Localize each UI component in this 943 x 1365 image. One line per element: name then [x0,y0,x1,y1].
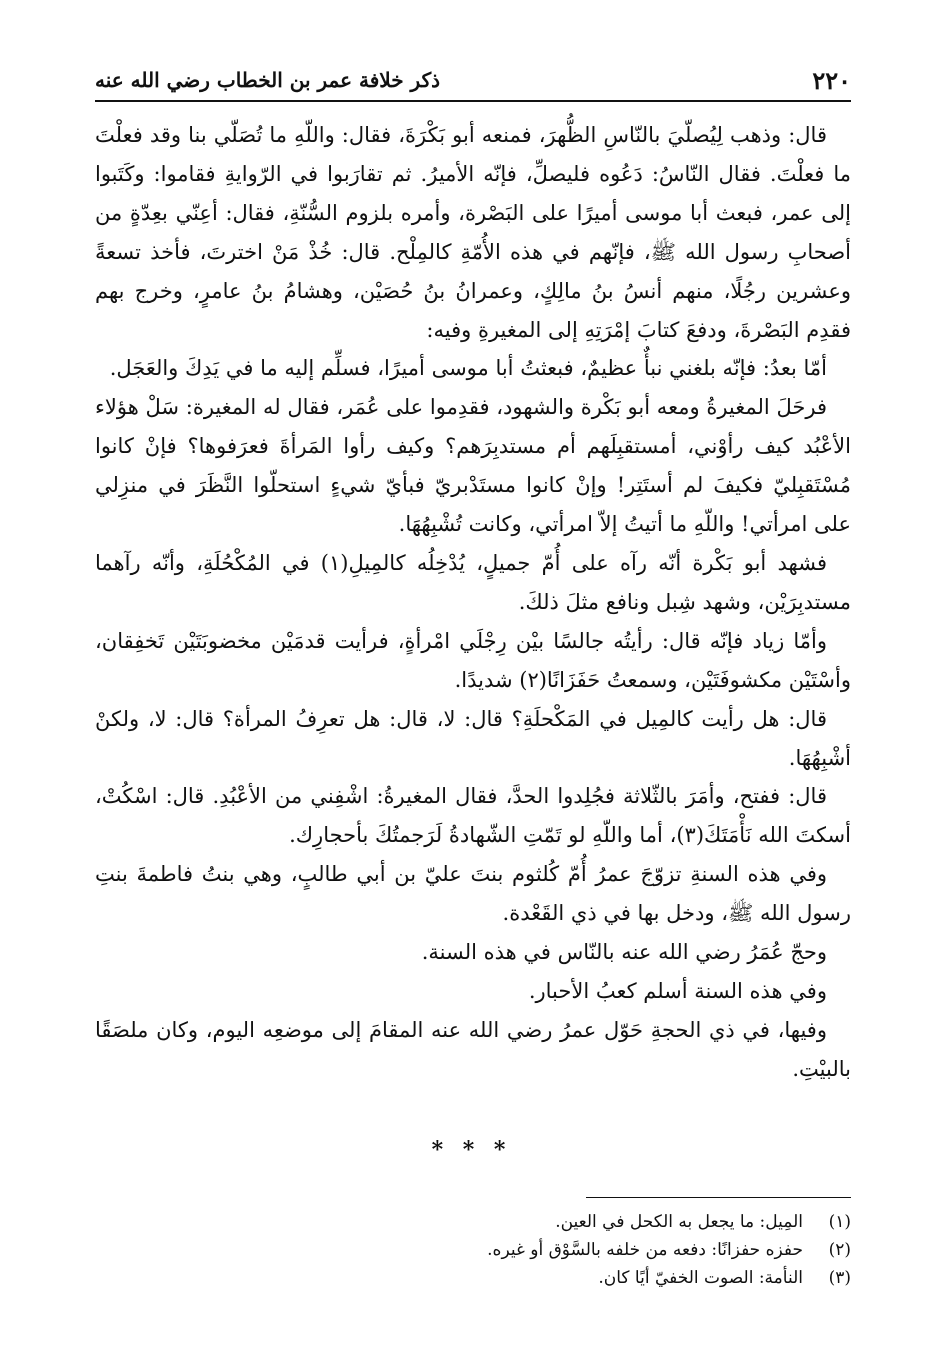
footnote-number: (٣) [828,1268,851,1288]
footnote-number: (٢) [828,1240,851,1260]
footnote-text: المِيل: ما يجعل به الكحل في العين. [555,1212,803,1232]
footnote [95,1264,851,1292]
page-header [95,62,851,102]
footnote-text: النأمة: الصوت الخفيّ أيًا كان. [598,1268,803,1288]
footnote-number: (١) [828,1212,851,1232]
footnote [95,1236,851,1264]
paragraph: فرحَلَ المغيرةُ ومعه أبو بَكْرة والشهود، فقدِموا على عُمَر، فقال له المغيرة: سَلْ هؤلاء الأعْبُد كيف رأوْني، أمستقبِلَهم أم مستدبِرَهم؟ وكيف رأوا المَرأةَ فعرَفوها؟ فإنْ كانوا مُسْتَقبِليّ فكيفَ لم أستَتِر! وإنْ كانوا مستَدْبريّ فبأيّ شيءٍ استحلّوا النَّظَرَ في منزِلي على امرأتي! واللّهِ ما أتيتُ إلاّ امرأتي، وكانت تُشْبِهُهَا. [95,395,851,537]
paragraph: وفي هذه السنة أسلم كعبُ الأحبار. [528,978,827,1003]
paragraph: وأمّا زياد فإنّه قال: رأيتُه جالسًا بيْن رِجْلَي امْرأةٍ، فرأيت قدمَيْن مخضوبَتَيْن تَخفِقان، وأسْتَيْن مكشوفَتَيْن، وسمعتُ حَفَزَانًا(٢) شديدًا. [95,628,851,692]
paragraph: وفي هذه السنةِ تزوّجَ عمرُ أُمّ كُلثوم بنتَ عليّ بن أبي طالبٍ، وهي بنتُ فاطمةَ بنتِ رسول الله ﷺ، ودخل بها في ذي القَعْدة. [95,862,851,926]
footnotes [95,1208,851,1292]
paragraph: وفيها، في ذي الحجةِ حَوّل عمرُ رضي الله عنه المقامَ إلى موضعِه اليوم، وكان ملصَقًا بالبيْتِ. [95,1017,851,1081]
paragraph: فشهد أبو بَكْرة أنّه رآه على أُمّ جميلٍ، يُدْخِلُه كالمِيلِ(١) في المُكْحُلَةِ، وأنّه رآهما مستدبِرَيْن، وشهد شِبل ونافع مثلَ ذلكَ. [95,550,851,614]
page-number: ٢٢٠ [812,66,851,95]
paragraph: قال: ففتح، وأمَرَ بالثّلاثة فجُلِدوا الحدَّ، فقال المغيرةُ: اشْفِني من الأعْبُدِ. قال: اسْكُتْ، أسكتَ الله نَأْمَتَكَ(٣)، أما واللّهِ لو تَمّتِ الشّهادةُ لَرَجمتُكَ بأحجارِك. [95,784,851,848]
footnote-text: حفزه حفزانًا: دفعه من خلفه بالسَّوْق أو غيره. [487,1240,803,1260]
paragraph: أمّا بعدُ: فإنّه بلغني نبأٌ عظيمٌ، فبعثتُ أبا موسى أميرًا، فسلِّم إليه ما في يَدِكَ والعَجَل. [109,356,827,381]
paragraph: قال: هل رأيت كالمِيل في المَكْحلَةِ؟ قال: لا، قال: هل تعرِفُ المرأة؟ قال: لا، ولكنْ أشْبِهُهَا. [95,706,851,770]
footnote-rule [586,1197,851,1198]
running-title: ذكر خلافة عمر بن الخطاب رضي الله عنه [95,68,440,92]
paragraph: وحجّ عُمَرُ رضي الله عنه بالنّاس في هذه السنة. [421,940,827,965]
section-separator: * * * [431,1137,512,1163]
footnote [95,1208,851,1236]
body-text [95,116,851,1089]
paragraph: قال: وذهب لِيُصلّيَ بالنّاسِ الظُّهرَ، فمنعه أبو بَكْرَةَ، فقال: واللّهِ ما تُصَلّي بنا وقد فعلْتَ ما فعلْتَ. فقال النّاسُ: دَعُوه فليصلِّ، فإنّه الأميرُ. ثم تقارَبوا في الرّوايةِ فقاموا: وكَتَبوا إلى عمر، فبعث أبا موسى أميرًا على البَصْرة، وأمره بلزوم السُّنّةِ، فقال: أعِنّي بعِدّةٍ من أصحابِ رسول الله ﷺ، فإنّهم في هذه الأُمّةِ كالمِلْح. قال: خُذْ مَنْ اخترتَ، فأخذ تسعةً وعشرين رجُلًا، منهم أنسُ بنُ مالِكٍ، وعمرانُ بنُ حُصَيْن، وهشامُ بنُ عامرٍ، وخرج بهم فقدِم البَصْرةَ، ودفعَ كتابَ إمْرَتِهِ إلى المغيرةِ وفيه: [95,123,851,342]
